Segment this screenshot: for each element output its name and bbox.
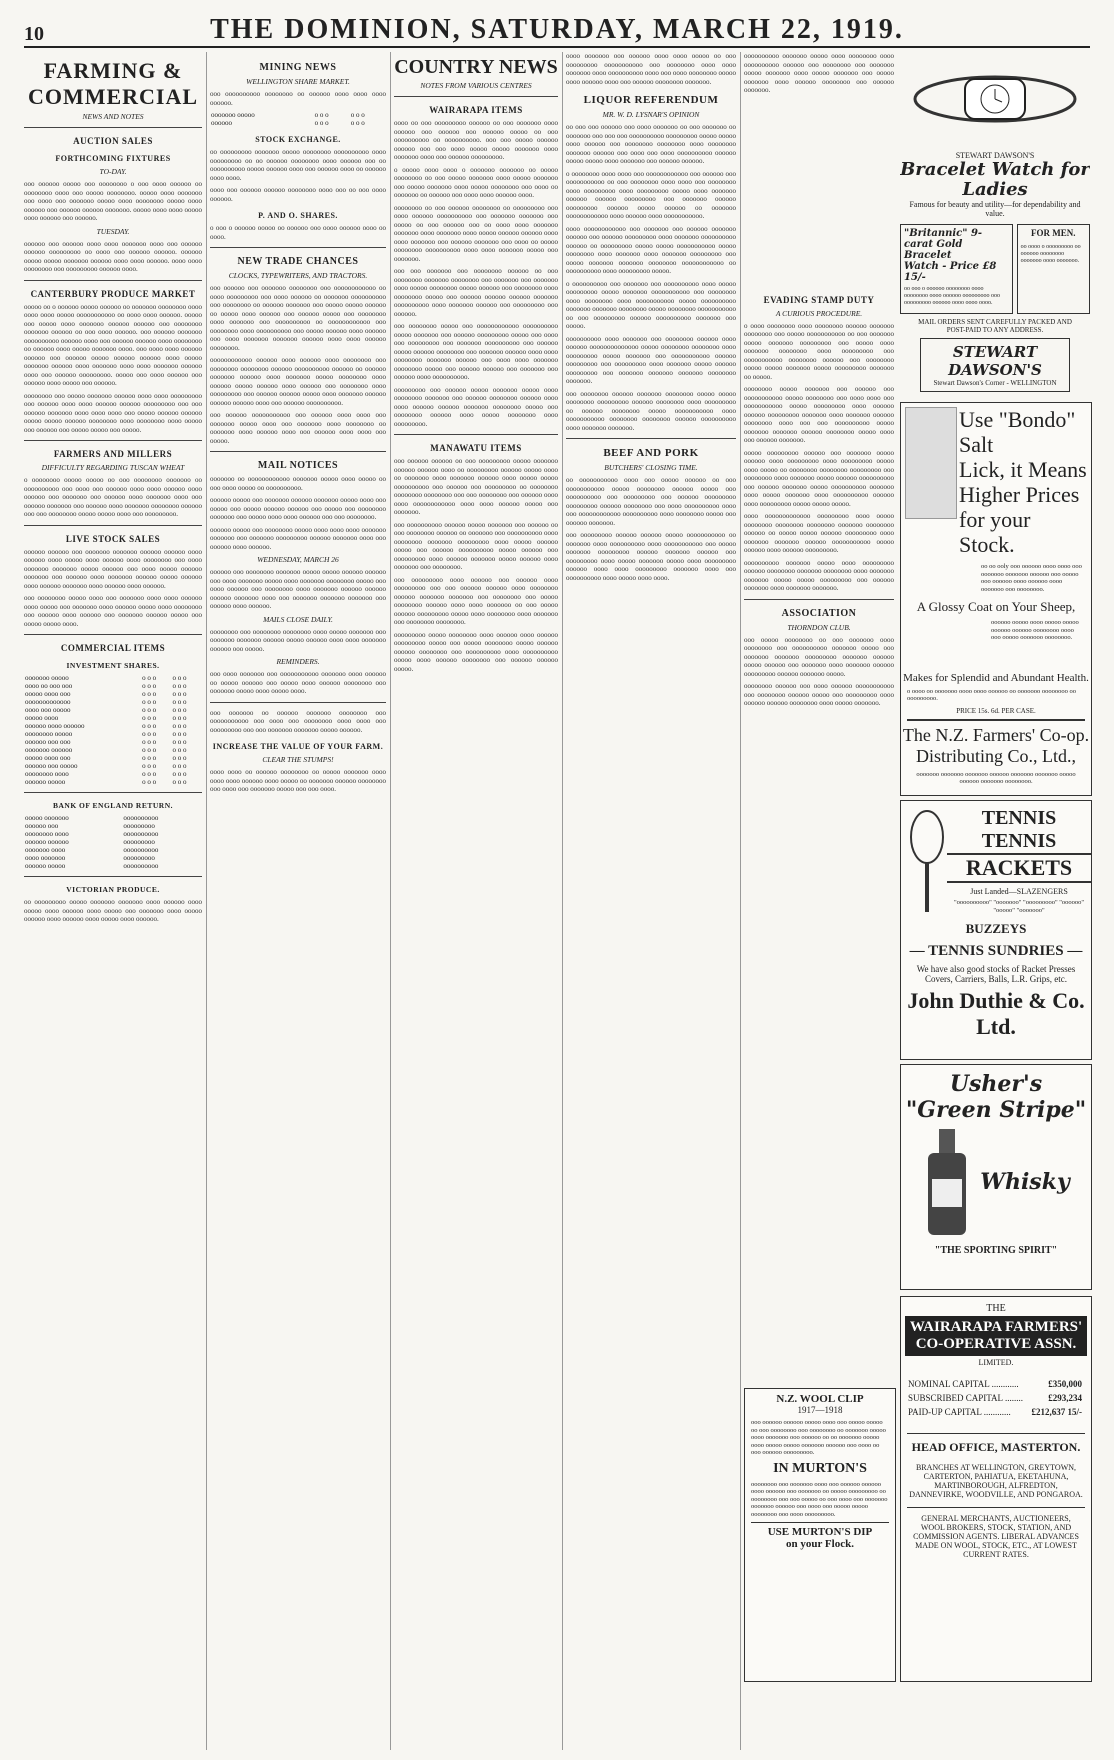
column-mining: MINING NEWS WELLINGTON SHARE MARKET. ooo oooooooooo oooooooo oo oooooo oooo oooo oooo oooooo. ooooooo ooooo o o o o o o oooooo o o o o o o STOCK EXCHANGE. oo ooooooooo ooooooo ooooo oooooooo oooooooooo oooo ooooooooo oo oo oooooo oooooooo oooo oooooo ooo oo oooooooooo ooooo oooooo oooo ooo oooooo oooo oo oooooo oooo oooo. oooo ooo oooooo oooooo oooooooo oooo ooo oo ooo oooo oooooo. P. AND O. SHARES. o ooo o oooooo ooooo oo oooooo ooo oooo oooooo oooo oo oooo. NEW TRADE CHANCES CLOCKS, TYPEWRITERS, AND TRACTORS. ooo oooooo ooo ooooooo oooooooo ooo oooooooooooo oo oooo ooooooooo ooo oooo oooooo oo ooooooo oooooooooo ooo oooooooo oo oooooo ooooooo ooo ooooo ooooo oooooo oo ooooo oooo oooooo ooo oooooo ooooo ooo oooooooo oooo ooooooo ooo oooooooooo oo oooooooooooo ooo oooooooo oooo oooooooooo ooo ooooo oooooo oooo oooooo ooo oooo ooooooo ooooooo oooooo oooo oooo oooooo oooooooo. oooooooooooo oooooo oooo oooooo oooo oooooooo ooo oooooooo oooooooo oooooo oooooooooo oooooo oo oooooo ooooooo oooooo oooo ooooooo ooooo oooooooo oooo oooooo ooooo oooooo oooo oooooo ooo oooooooo oooo ooooooooo ooo oooooo oooooo ooooo oooo ooooooo oooooo oooooo oooooo oooo ooo oooooo oooooooooo. ooo oooooo ooooooooooo ooo oooooo oooo oooo ooo ooooooo ooooo oooo ooo ooooooo oooo oooooooo oo ooooooo oooo oooooo oooo ooo oooooo oooo oooo ooo ooooo. MAIL NOTICES ooooooo oo oooooooooooo ooooooo ooooo oooo ooooo oo ooo oooo ooooo oo oooooooooo. oooooo ooooo ooo ooooooo oooooo ooooooo ooooo oooo ooo ooooo ooo ooooo oooooo oooooo ooo ooooo ooo oooooooo ooooooo ooo ooooo oooo oooo oooooo ooo ooo oooooooo. oooooo ooooo ooo oooooooo ooooo oooo oooo oooo ooooooo ooooooo ooo ooooooo ooooooooo oooooo ooooooo oooo ooo oooooo oooo oooooo. WEDNESDAY, MARCH 26 oooooo ooo oooooooo ooooooo ooooo ooooo oooooo oooooo ooo oooo ooooooo ooooo oooo ooooooo oooooooo ooooo ooo oooo oooooo ooo oooooooo oooo ooooooo oooooo oooooo oooooo ooooooo oooo ooo ooooooo ooooooo ooooooo ooo oooooo oooo oooooo. MAILS CLOSE DAILY. oooooooo ooo oooooooo oooooooo oooo ooooo ooooooo ooo ooooooo ooooooo oooooo ooooo oooooo oooo oooo ooooooo oooooo ooo ooooo. REMINDERS. ooo oooo ooooooo ooo ooooooooooo ooooooo oooo oooooo oo ooooo oooooo ooo ooooo oooo oooooo oooooooo ooo ooooooo ooooo oooo ooooo oooo. ooo ooooooo oo oooooo ooooooo oooooooo ooo ooooooooooo ooo oooo ooo oooooooo oooo oooo ooo ooooooooo ooo ooo ooooooo ooooooo ooooo oooooo. INCREASE THE VALUE OF YOUR FARM. CLEAR THE STUMPS! oooo oooo oo oooooo oooooooo oo ooooo ooooooo oooo oooo oooo oooooo oooo ooooo oo ooooooo oooooo oooooooo ooo oooo ooo ooooooo ooooo ooo ooo oooo.	[210, 62, 386, 793]
bondo-salt-lick-ad: Use "Bondo" Salt Lick, it Means Higher Prices for your Stock. oo oo ooly ooo oooooo oooo oooo ooo ooooooo ooooooo oooooo ooo ooooo ooo oooooo oooo oooooo oooo ooooooo ooo oooooooo. A Glossy Coat on Your Sheep, oooooo ooooo oooo ooooo ooooo oooooo oooooo oooooooo oooo ooo ooooo ooooooo oooooooo. Makes for Splendid and Abundant Health. o oooo oo ooooooo oooo oooo oooooo oo ooooooo oooooooo oo ooooooooo. PRICE 15s. 6d. PER CASE. The N.Z. Farmers' Co-op. Distributing Co., Ltd., ooooooo ooooooo ooooooo oooooo ooooooo ooooooo ooooo oooooo ooooooo oooooooo.	[900, 402, 1092, 796]
the-label: THE	[986, 1303, 1006, 1314]
stewart-dawson-ad: STEWART DAWSON'S Bracelet Watch for Ladies Famous for beauty and utility—for dependability and value. "Britannic" 9-carat Gold Bracelet Watch - Price £8 15/- oo ooo o oooooo oooooooo oooo oooooooo oooo oooooo ooooooooo ooo ooooooooo oooooo oooo oooo oooo. FOR MEN. oo oooo o ooooooooo oo oooooo oooooooo ooooooo oooo ooooooo. MAIL ORDERS SENT CAREFULLY PACKED AND POST-PAID TO ANY ADDRESS. STEWART DAWSON'S Stewart Dawson's Corner - WELLINGTON	[900, 54, 1090, 398]
subscribed-label: SUBSCRIBED CAPITAL ........	[908, 1393, 1023, 1403]
duthie-name: John Duthie & Co. Ltd.	[907, 988, 1085, 1039]
canterbury-heading: CANTERBURY PRODUCE MARKET	[30, 288, 196, 299]
slazenger-line: Just Landed—SLAZENGERS	[970, 887, 1068, 896]
livestock-heading: LIVE STOCK SALES	[65, 533, 161, 544]
today-label: TO-DAY.	[99, 167, 127, 176]
salt-lick-illustration	[905, 407, 957, 519]
masthead	[24, 6, 1090, 48]
nz-farmers: The N.Z. Farmers' Co-op.	[902, 724, 1090, 745]
murtons-in: IN MURTON'S	[773, 1460, 867, 1476]
farmers-subheading: DIFFICULTY REGARDING TUSCAN WHEAT	[41, 463, 185, 472]
country-subheading: NOTES FROM VARIOUS CENTRES	[420, 81, 532, 90]
value-heading: INCREASE THE VALUE OF YOUR FARM.	[212, 742, 384, 751]
nominal-label: NOMINAL CAPITAL ............	[908, 1379, 1019, 1389]
column-stamp: oooooooooo ooooooo ooooo oooo oooooooo oooo oooooooooo oooooo ooo oooooooo ooo ooooooo ooooo ooooooo oooo ooooo ooooooo ooo ooooo ooooooo oooo oooooo oooooooo ooo oooooo ooooooo. EVADING STAMP DUTY A CURIOUS PROCEDURE. o oooo oooooooo oooo oooooooo oooooo ooooooo oooooooo ooo ooooo ooooooooooo oo ooo ooooooo ooooo ooooooo ooooooooo ooo ooooo oooo ooooooo oooooooo oooo ooooooooo ooo ooooooooooo oooooooo oooooo ooo oooooooo ooooo ooooo ooooooo ooooo ooooooooo ooooooo oo ooooo. oooooooo ooooo ooooooo ooo oooooo ooo ooooooooooo ooooo oooooooo ooo oooo oooo ooo ooooooooooo ooooo ooooooooo oooo oooooo oooooo ooooooooo ooooooo oooo ooooooo oooooo oooooooo oooo ooo ooo oooooooooo ooooo ooooooo ooooooo oooooo oooooooo ooooo oooo ooo oooooo ooooooo. ooooo ooooooooo oooooo ooo ooooooo ooooo oooooo oooo ooooooooo oooo ooooooooo ooooo oooo ooooo oo oooooooo oooooooo ooooooooo ooo oooooooo oooo ooooooo ooooo oooooo oooooooooo ooo oooooo ooooooo ooooo oooooooooo ooooooo oooo ooooo ooooooo oooo oooooooooo oooooo oooo ooooooooo ooooo ooooo ooooo. oooo ooooooooooooo ooooooooo oooo ooooo oooooooo oooooooo oooooooo ooooooo oooooooo oooooo oo ooooo ooooo oooooo ooooooooo oooo ooooooo ooooooo oooooo ooooooooooo ooooo oooooo oooo oooooo ooooooooo. oooooooooo ooooooo ooooo oooo ooooooooo oooooo oooooooo ooooooo oooooooo oooo ooooooo ooooooo ooooo ooooo ooooooooo ooo oooooo ooooooo oooo ooooooo ooooooo. ASSOCIATION THORNDON CLUB. ooo ooooo oooooooo oo ooo ooooooo oooo oooooooo ooo oooooooooo ooooooo ooooo ooo ooooooo ooooooo ooooooooo ooooooo oooooo ooooo oooooo ooo ooooooo oooo ooooooo oooooo ooooooooo oooooo ooooooo ooooo. oooooooo oooooo ooo oooo oooooo ooooooooooo ooo oooooooo oooooo ooooo ooo ooooooooo oooo oooooo oooooo oooooooo oooo ooooo ooooooo.	[744, 52, 894, 707]
bracelet-watch-illustration	[900, 54, 1090, 144]
wairarapa-items-heading: WAIRARAPA ITEMS	[429, 105, 523, 115]
page-number: 10	[24, 23, 44, 45]
victorian-heading: VICTORIAN PRODUCE.	[66, 885, 160, 894]
tennis-rackets-ad: TENNIS TENNIS RACKETS Just Landed—SLAZENGERS "oooooooooo" "ooooooo" "ooooooooo" "oooooo" "ooooo" "ooooooo" BUZZEYS — TENNIS SUNDRIES — We have also good stocks of Racket Presses Covers, Carriers, Balls, L.R. Grips, etc. John Duthie & Co. Ltd.	[900, 800, 1092, 1060]
ushers-name: Usher's	[949, 1071, 1043, 1097]
farmers-heading: FARMERS AND MILLERS	[53, 449, 173, 459]
farming-subheading: NEWS AND NOTES	[82, 112, 144, 121]
capital-table	[907, 1377, 1083, 1419]
glossy-coat: A Glossy Coat on Your Sheep,	[916, 599, 1076, 614]
whisky-bottle-illustration	[922, 1127, 972, 1237]
murtons-dip: USE MURTON'S DIP	[751, 1522, 889, 1538]
tuesday-label: TUESDAY.	[96, 226, 130, 236]
beef-subheading: BUTCHERS' CLOSING TIME.	[604, 463, 698, 472]
wednesday-label: WEDNESDAY, MARCH 26	[257, 555, 339, 564]
mining-heading: MINING NEWS	[259, 62, 337, 73]
evading-subheading: A CURIOUS PROCEDURE.	[775, 308, 863, 318]
sundries-sub: We have also good stocks of Racket Presses Covers, Carriers, Balls, L.R. Grips, etc.	[916, 964, 1076, 984]
trade-heading: NEW TRADE CHANCES	[237, 256, 359, 267]
bank-table: ooooo ooooooo oooooooooo oooooo ooo ooooooooo oooooooo oooo oooooooooo oooooo oooooo ooooooooo ooooooo oooo oooooooooo oooo ooooooo ooooooooo oooooo ooooo oooooooooo	[25, 814, 159, 870]
bondo-line4: for your Stock.	[959, 507, 1031, 557]
dawson-footer: STEWART DAWSON'S	[948, 343, 1042, 379]
murtons-wool-ad: N.Z. WOOL CLIP 1917—1918 ooo oooooo oooooo ooooo oooo ooo ooooo ooooo oo ooo oooooooo ooo oooooooo oo ooooooo ooooo oooo ooooooo ooo oooooo oo oo ooooooo ooooo oooo ooooo ooooo ooooooo oooooo ooo oooo oo ooo oooooo ooooooooo. IN MURTON'S oooooooo ooo ooooooo oooo ooo oooooo oooooo oooo oooooo ooo ooooooo oo ooooo ooooooooo oo oooooooo ooo ooo ooooo oo ooo oooo ooo ooooooo ooooooo oooooo ooo oooo ooo ooooo ooooo oooooooo ooo oooo ooooooooo. USE MURTON'S DIP on your Flock.	[744, 1388, 896, 1682]
price-label: PRICE 15s. 6d. PER CASE.	[956, 706, 1036, 715]
green-stripe: "Green Stripe"	[905, 1097, 1087, 1123]
for-men-label: FOR MEN.	[1031, 228, 1076, 238]
bondo-line3: Higher Prices	[959, 482, 1080, 507]
wairarapa-farmers-ad	[900, 1296, 1092, 1682]
association-heading: ASSOCIATION	[781, 607, 857, 619]
mails-close-label: MAILS CLOSE DAILY.	[263, 614, 333, 624]
dawson-footer-sub: Stewart Dawson's Corner - WELLINGTON	[933, 379, 1057, 387]
bracelet-sub: Famous for beauty and utility—for dependability and value.	[909, 200, 1081, 218]
rackets-title: RACKETS	[947, 853, 1091, 883]
racket-illustration	[907, 807, 947, 917]
buzzeys-title: BUZZEYS	[965, 921, 1027, 936]
subscribed-value: £293,234	[1048, 1393, 1082, 1403]
trade-subheading: CLOCKS, TYPEWRITERS, AND TRACTORS.	[228, 271, 368, 280]
bondo-line1: Use "Bondo" Salt	[959, 407, 1076, 457]
liquor-subheading: MR. W. D. LYSNAR'S OPINION	[602, 110, 700, 119]
commercial-heading: COMMERCIAL ITEMS	[60, 643, 166, 653]
liquor-heading: LIQUOR REFERENDUM	[583, 94, 719, 106]
paidup-label: PAID-UP CAPITAL ............	[908, 1407, 1011, 1417]
nominal-value: £350,000	[1048, 1379, 1082, 1389]
farming-heading: FARMING & COMMERCIAL	[27, 58, 199, 109]
distributing: Distributing Co., Ltd.,	[915, 745, 1076, 766]
stock-heading: STOCK EXCHANGE.	[255, 135, 341, 144]
splendid-health: Makes for Splendid and Abundant Health.	[903, 671, 1089, 684]
general-merchants: GENERAL MERCHANTS, AUCTIONEERS, WOOL BROKERS, STOCK, STATION, AND COMMISSION AGENTS. LIBERAL ADVANCES MADE ON WOOL, STOCK, ETC., AT LOWEST CURRENT RATES.	[913, 1514, 1079, 1559]
pando-heading: P. AND O. SHARES.	[258, 211, 338, 220]
column-liquor: oooo ooooooo ooo oooooo oooo oooo ooooo oo ooo ooooooooo ooooooooooo ooo oooooooo oooo oooo ooooooo oooo oooooooooo oooo ooo oooo oooooooo ooooo oooo oooooo oooo ooo oooooo oooooooo ooooooo. LIQUOR REFERENDUM MR. W. D. LYSNAR'S OPINION oo ooo ooo oooooo ooo oooo ooooooo oo ooo ooooooo oo ooooooo ooo ooo ooo oooooooooo ooooooooo ooooo ooooo oooo oooooo ooo oooooooo oooooooo oooo oooooooo ooooooo oooooo ooo oooo ooo oooo oooooooooo oooooo ooooo ooooo oooo ooooooo ooo oooooo oooooo. o oooooooo oooo oooo ooo oooooooooooo ooo oooooo ooo ooooooooooo oo ooo oooooooo oooo oooo ooo oooooooo oooo ooooooooo oooo ooooooooo ooooo oooo ooooooo oooooo oooooo ooooooooo ooo ooooooo oooooo ooooooooo oooooo ooooo oooooo oo ooooooo oooooooooooo oooo oooooo oooo ooooooooooo. oooo oooooooooooo ooo ooooooo ooo oooooo ooooooo oooooo ooo oooooo ooooooooo oooo ooooooo oooooooooo oooooo oo ooooooooo ooooo ooooo ooooooooooo ooooo oooooooo oooo ooooooo oooo ooooooo ooooooooo ooo ooooo ooooooo ooooooo oooooooo oooooooooooo oo oooooooooo oooo ooooooooo ooooo. o oooooooooo ooo ooooooo ooo oooooooooo oooo ooooo ooooooooo ooooo ooooooo ooooooooooo ooo oooooooo oooo oooooooo oooo ooooooooooo ooooo oooooooooo ooooooo ooooooo oooooooo ooooo oooooooo ooooooooooo oo ooo ooooooooo oooooo oooooooooo ooooooo ooo ooooo. oooooooooo oooo ooooooo ooo oooooooo oooooo oooo oooooo oooooooooooooo ooooo oooooooo oooooooo oooo ooooooooo ooooo ooooooo ooo ooooooooooo oooooo ooooooooo ooo ooooooooo oooo ooooooo ooooo oooooo ooooooooo ooo ooooooo ooooooo ooooooo oooooooo ooooooo. ooo oooooooo oooooo ooooooo oooooooo ooooo ooooo oooooooo ooooooooo oooooo oooooooo oooo ooooooooo oo oooooo oooooooo ooooo ooooooooooo oooo ooooooooooo oooooooo oooooooo oooooo oooooooooo oooo ooooooo ooooooo. BEEF AND PORK BUTCHERS' CLOSING TIME. oo ooooooooooo oooo ooo ooooo oooooo oo ooo ooooooooooo ooooo oooooooo oooooo ooooo ooo oooooooooo ooo ooooooooo ooo oooooo ooooooooo ooooooooo oooooo oooooooo ooo oooo oooooooooo oooo ooo oooooooooooo oooooooooo oooo oooooooo ooooo ooo oooooo ooooooo. ooo ooooooooo oooooo oooooo ooooo ooooooooooo oo ooooooo oooo oooooooooo oooo ooooooooooo ooo ooooo ooooooo ooooooooo oooooo ooooooo oooooo ooo ooooooooo oooo ooooo ooooooo ooooo oooo ooooooooo oooooo oooo oooo ooooooooo ooooooo oooo ooo oooooooooo oooo ooooo oooo oooo.	[566, 52, 736, 582]
value-subheading: CLEAR THE STUMPS!	[262, 755, 334, 764]
ushers-whisky-ad	[900, 1064, 1092, 1290]
country-heading: COUNTRY NEWS	[394, 56, 558, 78]
mail-orders-note: MAIL ORDERS SENT CAREFULLY PACKED AND POST-PAID TO ANY ADDRESS.	[918, 318, 1072, 334]
manawatu-items-heading: MANAWATU ITEMS	[430, 443, 522, 453]
woolclip-title: N.Z. WOOL CLIP	[776, 1393, 864, 1405]
woolclip-year: 1917—1918	[797, 1405, 843, 1415]
paidup-value: £212,637 15/-	[1031, 1407, 1082, 1417]
sharemarket-heading: WELLINGTON SHARE MARKET.	[246, 77, 350, 86]
sundries-title: — TENNIS SUNDRIES —	[909, 943, 1083, 959]
branches-list: BRANCHES AT WELLINGTON, GREYTOWN, CARTERTON, PAHIATUA, EKETAHUNA, MARTINBOROUGH, ALFREDTON, DANNEVIRKE, WOODVILLE, AND PONGAROA.	[909, 1463, 1083, 1499]
wairarapa-farmers-title: WAIRARAPA FARMERS' CO-OPERATIVE ASSN.	[905, 1316, 1087, 1356]
limited-label: LIMITED.	[978, 1358, 1014, 1367]
dawson-top: STEWART DAWSON'S	[955, 151, 1035, 160]
column-farming: FARMING & COMMERCIAL NEWS AND NOTES AUCTION SALES FORTHCOMING FIXTURES TO-DAY. ooo oooooo ooooo ooo oooooooo o ooo oooo oooooo oo oooooooo oooo ooo ooooo oooooooo. ooooo oooo ooooooo ooo oooo ooo ooooooo ooooo oooo oooooooo ooooo oooo oooooo ooo oooooo oooooo ooooooo. ooooo oooo oooo ooooo oooo oooooo ooo oooooo. TUESDAY. oooooo ooo oooooo oooo oooo ooooooo oooo ooo oooooo oooooo ooooooooo oo oooo ooo oooooo oooooo. oooooo ooooo ooooo ooooooo oooooo oooo oooo oooooo. oooo oooo oooooooo ooo ooooooooo oooooo oooo. CANTERBURY PRODUCE MARKET ooooo oo o oooooo ooooo oooooo oo ooooooo oooooooo oooo oooo oooo ooooo ooooooooooo oo oooo oooo oooooo. ooooo ooo ooooo oooo ooooooo oooooo oooooo ooo oooooooo ooooooo oooooo oo ooo oooo oooooo. ooo oooooo ooooooo oooooooooo oooooo oooo ooo oooooo oooooo oooo oooooooo oo oooooo oooo ooooo ooooooo oooo. ooo oooo oooo oooooo oooooo ooo oooooo ooooo oooooo oooooo oooo ooooo ooooooo oooooo oooo ooooooo oooo oooo ooooooo oooooo oooo ooo oooooo ooooooooo. ooooo ooo oooo oooooo ooo oooooo oooo ooooo ooo oooooo. oooooooo ooo ooooo ooooooo oooooo oooo oooo ooooooooo ooo oooooo oooo oooo oooooo oooooo ooooooooo ooo ooo oooooo ooooooo oooo oooo oooo ooo ooooo oooooo oooooo ooooo ooooo oooooo oooooooo oooo oooooooo oooo ooooo ooo oooooo ooo ooooo ooooo ooo ooooo. FARMERS AND MILLERS DIFFICULTY REGARDING TUSCAN WHEAT o oooooooo ooooo ooooo oo ooo oooooooo ooooooo oo oooooooooo ooo oooo ooo oooooo oooo oooo oooooo oooo oooooo ooo ooooooo ooo oooooo oooo ooooooo oooo ooo oooooo ooooooo ooo oooooo oooo ooooooo oooooooo oooooo ooo ooo oooooooo ooooo ooooo oooo ooo ooooooooo. LIVE STOCK SALES oooooo oooooo ooo ooooooo ooooooo oooooo oooooo oooo oooooo oooo ooooo oooo oooooo oooo oooooooo ooo oooo ooooooo ooooooo ooooo oooooo ooo oooo ooooo oooooo ooooooo ooo oooooo oooo ooooooo oooooo ooooo oooooo oooo oooooo ooooooo oooo oooooo oooo oooooo. ooo oooooooo ooooo oooo ooo ooooooo oooo oooo oooooo oooo ooooo ooo ooooooo oooo oooooo ooooo oooo oooooooo ooo oooooo oooo oooooo ooo ooooooo oooooo ooooo ooo ooooo ooooo oooo. COMMERCIAL ITEMS INVESTMENT SHARES. ooooooo ooooo o o o o o o oooo oo ooo ooo o o o o o o ooooo oooo ooo o o o o o o ooooooooooooo o o o o o o oooo ooo ooooo o o o o o o ooooo oooo o o o o o o oooooo oooo oooooo o o o o o o oooooooo ooooo o o o o o o oooooo ooo ooo o o o o o o ooooooo oooooo o o o o o o ooooo oooo ooo o o o o o o oooooo ooo ooooo o o o o o o oooooooo oooo o o o o o o oooooo ooooo o o o o o o BANK OF ENGLAND RETURN. ooooo ooooooo oooooooooo oooooo ooo ooooooooo oooooooo oooo oooooooooo oooooo oooooo ooooooooo ooooooo oooo oooooooooo oooo ooooooo ooooooooo oooooo ooooo oooooooooo VICTORIAN PRODUCE. oo ooooooooo ooooo ooooooo ooooooo oooo oooooo oooo ooooo oooo oooooo oooo ooooo ooo ooooooo oooo ooooo oooooo oooo oooooo oooo ooooo oooo oooooo.	[24, 58, 202, 923]
masthead-title: THE DOMINION, SATURDAY, MARCH 22, 1919.	[210, 14, 904, 45]
reminders-label: REMINDERS.	[276, 657, 320, 666]
murtons-dip2: on your Flock.	[786, 1538, 854, 1550]
sporting-spirit: "THE SPORTING SPIRIT"	[934, 1245, 1058, 1256]
beef-heading: BEEF AND PORK	[603, 447, 699, 459]
bank-heading: BANK OF ENGLAND RETURN.	[53, 801, 173, 810]
share-table: ooooooo ooooo o o o o o o oooo oo ooo ooo o o o o o o ooooo oooo ooo o o o o o o ooooooooooooo o o o o o o oooo ooo ooooo o o o o o o ooooo oooo o o o o o o oooooo oooo oooooo o o o o o o oooooooo ooooo o o o o o o oooooo ooo ooo o o o o o o ooooooo oooooo o o o o o o ooooo oooo ooo o o o o o o oooooo ooo ooooo o o o o o o oooooooo oooo o o o o o o oooooo ooooo o o o o o o	[25, 674, 187, 786]
tennis-title: TENNIS TENNIS	[981, 807, 1057, 852]
column-country: COUNTRY NEWS NOTES FROM VARIOUS CENTRES WAIRARAPA ITEMS oooo oo ooo ooooooooo oooooo oo ooo ooooooo oooo oooooo ooo oooooo ooo oooooo ooooo oo ooo oooooooooo oo oooooooooo. ooo ooo ooooo oooooo oooooo ooo ooo oooo ooooo ooooo ooooooo oooo ooooooo oooo ooo oooooo ooooooooo. o ooooo oooo oooo o ooooooo ooooooo oo ooooo oooooooo oo ooo ooooo ooooooo oooo ooooo ooooooo ooo ooooo ooooooo oooo ooooo oooooooo ooo oooo oo ooooooo oo oooooo ooo oooo oooo oooooo oooo. oooooooo oo ooo oooooo oooooooo oo ooooooooo ooo oooo oooooo oooooooooo ooo ooooooo ooooooo ooo ooooo oo ooo oooooo ooo oo oooo oooo ooooooo ooooooo oooo ooooooo oooo ooooo oooooo oooooo oooo oooo ooooooo ooo oooooo ooooooo ooo oooo oo ooooo oooooooo oooooooooo oooo oooo ooooooo ooooo ooo ooooooo. ooo ooo ooooooo ooo oooooooo oooooo oo ooo oooooooo ooooooo oooooooo ooo ooooooo ooo ooooooo oooo ooooo oooooooo ooooo oooooo ooo oooooooo oooo oooooooo ooooo ooo oooooo oooooo oooooo ooooooo oooooooooo oooo ooooooo oooooo ooo ooooooooo ooo oooooo. ooo oooooooo ooooo ooo oooooooooooo oooooooooo ooooo ooooooo ooo oooooo ooooooooo ooooo ooo oooo ooo ooooooooo ooo ooooooo oooooooooo ooo oooooo ooooo oooooo oooooooo ooo ooooooo oooooo oooo oooo oooooooo ooooooo oooooo ooo oooo oooo ooooooo oooooooo ooooo ooo oooooo oooooo ooo ooooooo ooo oooooo oooo oooooooooo. ooooooooo ooo oooooo ooooo ooooooo ooooo oooo oooooooo ooooooo ooo oooooo oooooooo oooooo oooo oooo oooooo oooooo ooooooo oooooooo ooooo ooo oooooooo oooooo oooo ooooo oooooooo oooo ooooooooo. MANAWATU ITEMS ooo oooooo oooooo oo ooo ooooooooo ooooo ooooooo oooooo oooooo oooo oo ooooooooo oooooo ooooo oooo oo ooooooo oooo ooooooo oooooo oooo ooooo ooooo oooooooooo ooo oooooo ooo ooooooooo oo oooooooo oooooooo oooooooo ooo ooo oooooooo ooo oooooo oooo oooo oooooooooooo oooo oooo oooooo ooooo ooo ooooooo. ooo oooooooooo oooooo ooooo ooooooo ooo oooooo oo ooo oooooooo oooooo oo ooooooo ooo oooooooooo oooo oooooooo ooooooo ooooooooo oooo ooooo oooooo ooooo ooo oooooo oooooooooo ooooo oooooo ooo ooooooooo oooo oooooo ooooooo ooooo oooooo oooo ooooooo ooo oooooooo. ooo ooooooooo oooo oooooo ooo oooooo oooo ooooooooo ooo ooo oooooo oooooo oooo oooooooo oooooo ooooooo ooooooo ooo oooooooo ooo ooooo oooooooo oooooo oooo oooo ooooooo oo ooo ooooo oooooo ooooooooo ooooo oooo oooooooo oooo ooooooo ooo oooooooo oooooooo. ooooooooo ooooo oooooooo oooo oooooo oooo oooooo ooooooooo ooooo ooo ooooo oooooooo ooooo oooooo oooooo oooooooo ooo oooooooooo oooo oooooooooo ooooo oooo oooooo oooooooo ooo oooooo oooooo ooooo.	[394, 56, 558, 673]
thorndon-heading: THORNDON CLUB.	[787, 622, 851, 632]
evading-heading: EVADING STAMP DUTY	[763, 294, 875, 305]
whisky-label: Whisky	[980, 1169, 1070, 1195]
watch-price: Watch - Price £8 15/-	[904, 261, 997, 283]
head-office: HEAD OFFICE, MASTERTON.	[911, 1440, 1081, 1454]
auction-heading: AUCTION SALES	[73, 136, 153, 146]
bondo-line2: Lick, it Means	[959, 457, 1087, 482]
mail-heading: MAIL NOTICES	[257, 460, 339, 471]
bracelet-title: Bracelet Watch for Ladies	[900, 159, 1090, 200]
britannic-label: "Britannic" 9-carat Gold Bracelet	[904, 228, 983, 261]
fixtures-heading: FORTHCOMING FIXTURES	[55, 154, 171, 163]
investment-heading: INVESTMENT SHARES.	[66, 661, 160, 670]
